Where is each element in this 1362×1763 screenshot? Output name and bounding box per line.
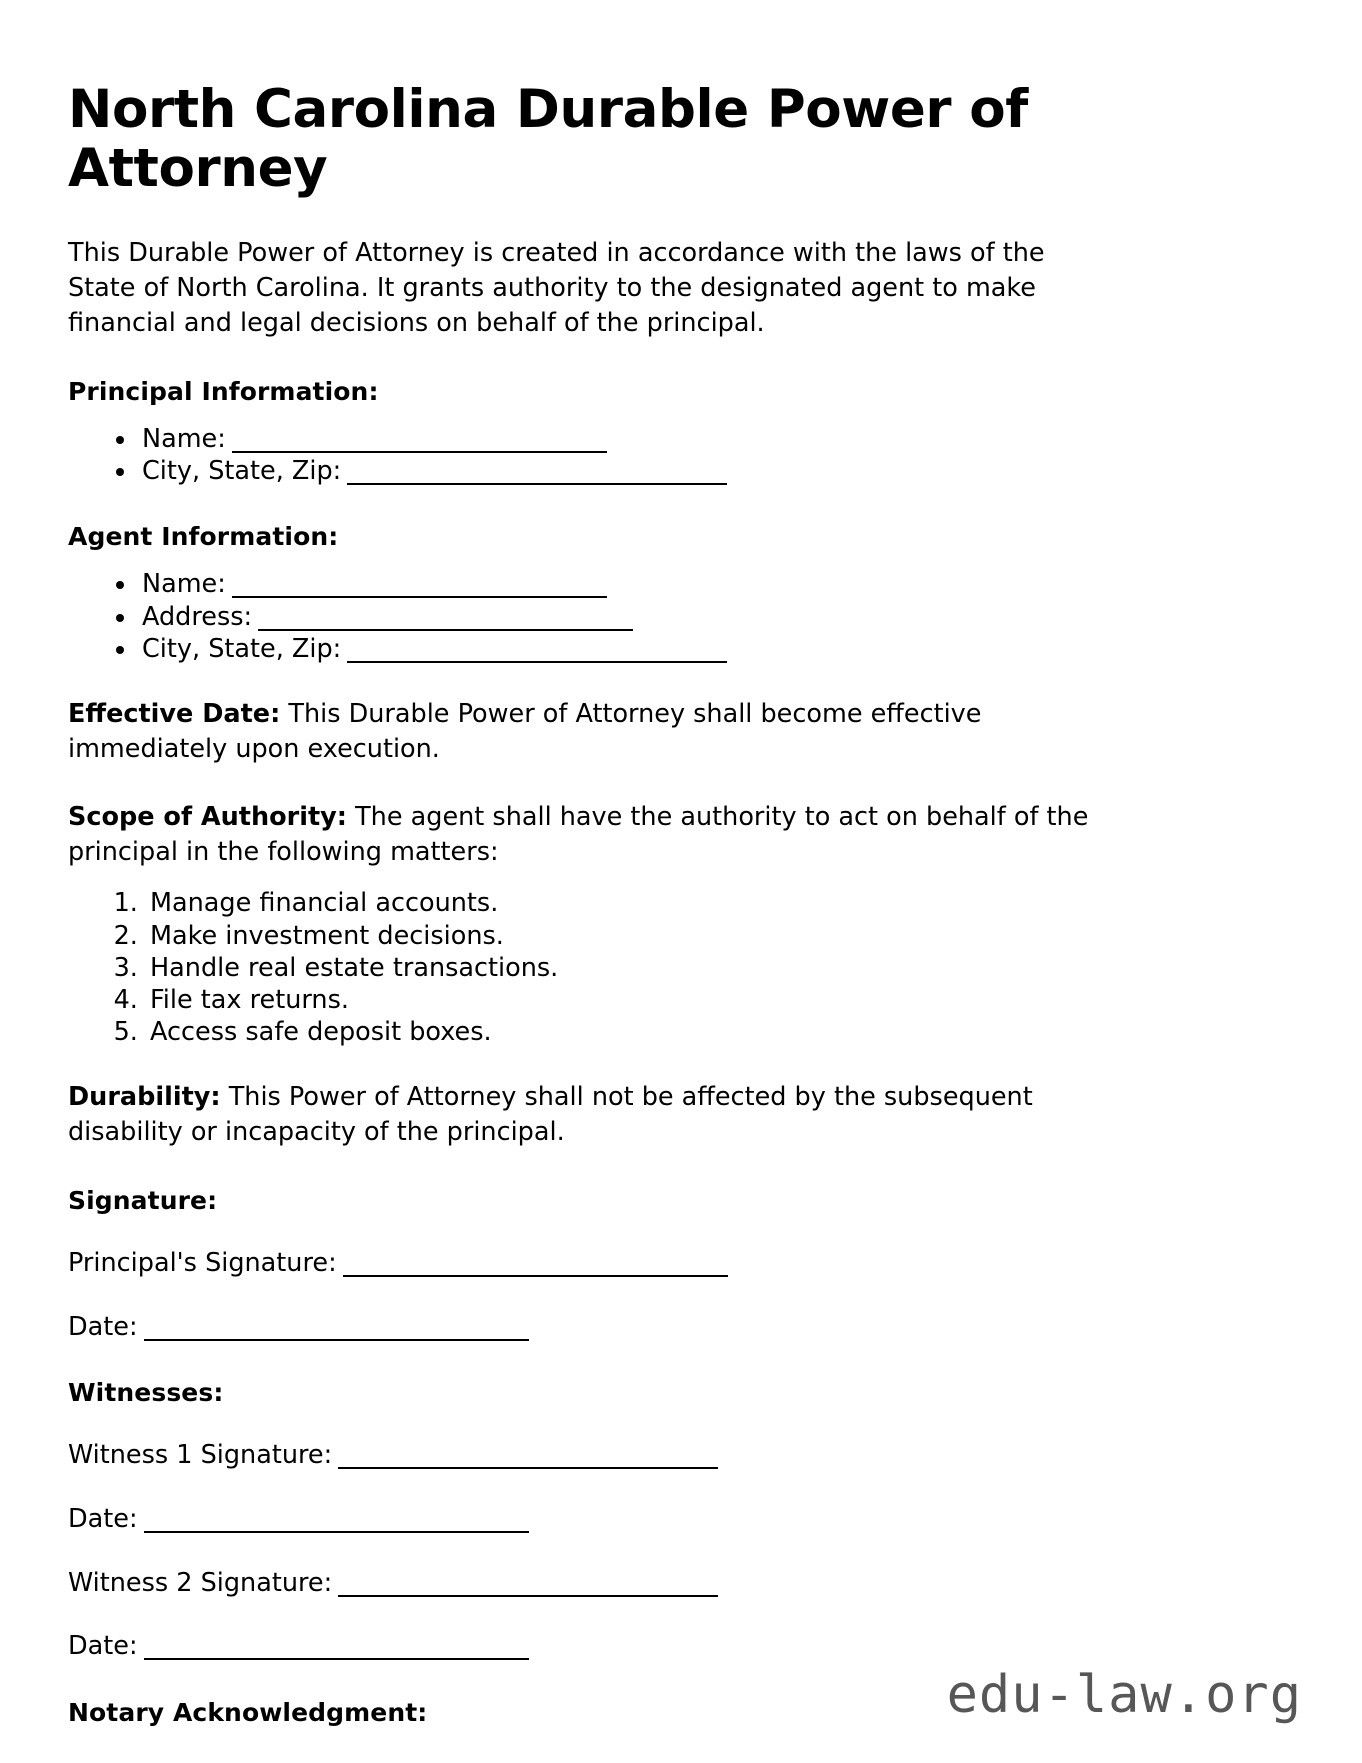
intro-paragraph: This Durable Power of Attorney is created in accordance with the laws of the State of North Carolina. It grants authority to the designated agent to make financial and legal decisions on behalf of the principal. <box>68 237 1045 339</box>
principal-signature-row <box>68 1248 1242 1279</box>
witness2-date-row <box>68 1631 1242 1662</box>
witness1-signature-label: Witness 1 Signature: <box>68 1440 333 1471</box>
principal-name-field[interactable] <box>232 451 607 453</box>
list-item <box>138 456 1242 486</box>
effective-date-label: Effective Date: <box>68 698 281 729</box>
durability-label: Durability: <box>68 1081 221 1112</box>
page-title: North Carolina Durable Power of Attorney <box>68 79 1028 200</box>
witness2-signature-label: Witness 2 Signature: <box>68 1567 333 1598</box>
list-item: 2. Make investment decisions. <box>146 921 1242 951</box>
list-item <box>138 602 1242 632</box>
principal-information-heading: Principal Information: <box>68 377 379 407</box>
principal-information-list <box>68 424 1242 486</box>
list-item <box>138 634 1242 664</box>
witness1-signature-field[interactable] <box>338 1467 718 1469</box>
scope-of-authority-list <box>68 888 1242 1046</box>
witness1-date-label: Date: <box>68 1503 138 1534</box>
principal-city-state-zip-field[interactable] <box>347 483 727 485</box>
site-watermark: edu-law.org <box>946 1665 1302 1725</box>
durability-paragraph <box>68 1080 1148 1150</box>
list-item: 3. Handle real estate transactions. <box>146 953 1242 983</box>
list-item <box>138 424 1242 454</box>
witness1-signature-row <box>68 1440 1242 1471</box>
witness2-signature-row <box>68 1568 1242 1599</box>
witness2-signature-field[interactable] <box>338 1595 718 1597</box>
witnesses-heading: Witnesses: <box>68 1378 224 1408</box>
principal-signature-label: Principal's Signature: <box>68 1248 337 1279</box>
principal-signature-field[interactable] <box>343 1275 728 1277</box>
witness2-date-field[interactable] <box>144 1658 529 1660</box>
witness1-date-field[interactable] <box>144 1531 529 1533</box>
agent-name-field[interactable] <box>232 596 607 598</box>
scope-of-authority-paragraph <box>68 800 1148 870</box>
witness2-date-label: Date: <box>68 1631 138 1662</box>
agent-city-state-zip-field[interactable] <box>347 661 727 663</box>
agent-name-label: Name: <box>142 569 226 600</box>
notary-acknowledgment-heading: Notary Acknowledgment: <box>68 1697 428 1727</box>
principal-date-label: Date: <box>68 1311 138 1342</box>
signature-heading: Signature: <box>68 1186 218 1216</box>
agent-information-heading: Agent Information: <box>68 522 339 552</box>
witness1-date-row <box>68 1504 1242 1535</box>
agent-city-state-zip-label: City, State, Zip: <box>142 633 342 664</box>
agent-address-label: Address: <box>142 601 253 632</box>
principal-name-label: Name: <box>142 424 226 455</box>
durability-text: This Power of Attorney shall not be affected by the subsequent disability or incapacity of the principal. <box>68 1081 1033 1147</box>
agent-information-list <box>68 569 1242 663</box>
principal-city-state-zip-label: City, State, Zip: <box>142 456 342 487</box>
scope-of-authority-label: Scope of Authority: <box>68 802 347 833</box>
principal-date-row <box>68 1312 1242 1343</box>
list-item: 4. File tax returns. <box>146 985 1242 1015</box>
list-item <box>138 569 1242 599</box>
principal-date-field[interactable] <box>144 1339 529 1341</box>
effective-date-paragraph <box>68 697 1148 767</box>
list-item: 1. Manage financial accounts. <box>146 888 1242 918</box>
effective-date-text: This Durable Power of Attorney shall become effective immediately upon execution. <box>68 698 982 764</box>
agent-address-field[interactable] <box>258 629 633 631</box>
list-item: 5. Access safe deposit boxes. <box>146 1017 1242 1047</box>
scope-of-authority-text: The agent shall have the authority to act on behalf of the principal in the following matters: <box>68 802 1089 868</box>
